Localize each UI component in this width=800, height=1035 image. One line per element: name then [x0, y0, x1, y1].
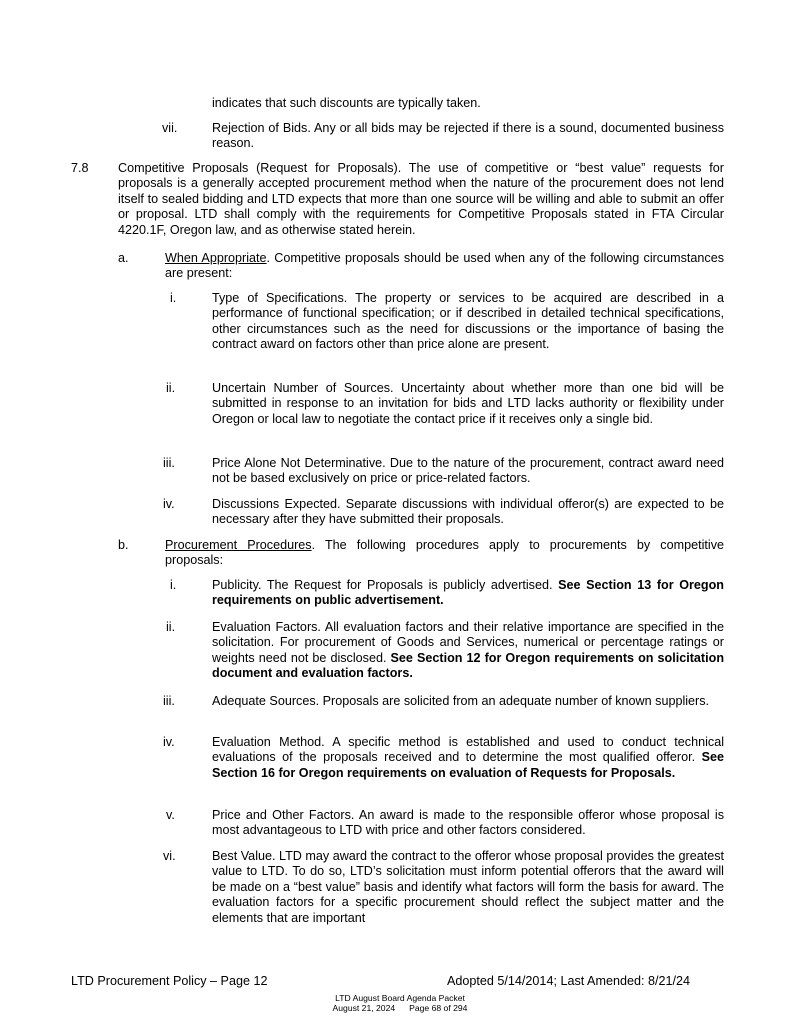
- list-item: [212, 291, 724, 353]
- paragraph-text: Best Value. LTD may award the contract to the offeror whose proposal provides the greatest value to LTD. To do so, LTD’s solicitation must inform potential offerors that the award will be made on a “best value” basis and identify what factors will form the basis for award. The evaluation factors for a specific procurement should reflect the subject matter and the elements that are important: [212, 849, 724, 925]
- item-number: ii.: [166, 620, 176, 634]
- paragraph-text: Competitive Proposals (Request for Proposals). The use of competitive or “best value” requests for proposals is a generally accepted procurement method when the nature of the procurement does not lend itself to sealed bidding and LTD expects that more than one source will be willing and able to submit an offer or proposal. LTD shall comply with the requirements for Competitive Proposals stated in FTA Circular 4220.1F, Oregon law, and as otherwise stated herein.: [118, 161, 724, 237]
- list-item: [212, 456, 724, 487]
- subsection-letter: a.: [118, 251, 129, 265]
- subsection-paragraph: [165, 538, 724, 569]
- subsection-paragraph: [165, 251, 724, 282]
- paragraph-text: Publicity. The Request for Proposals is publicly advertised.: [212, 578, 559, 592]
- section-paragraph: [118, 161, 724, 238]
- footer-packet-page: Page 68 of 294: [409, 1003, 468, 1013]
- paragraph-text: Price Alone Not Determinative. Due to the nature of the procurement, contract award need not be based exclusively on price or price-related factors.: [212, 456, 724, 486]
- item-number: iv.: [163, 735, 175, 749]
- paragraph-text: Discussions Expected. Separate discussions with individual offeror(s) are expected to be necessary after they have submitted their proposals.: [212, 497, 724, 527]
- list-item: [212, 808, 724, 839]
- item-number: ii.: [166, 381, 176, 395]
- subsection-heading: When Appropriate: [165, 251, 267, 265]
- paragraph-text: . Competitive proposals should be used when any of the following circumstances are present:: [165, 251, 725, 281]
- paragraph-text: Type of Specifications. The property or services to be acquired are described in a performance of functional specification; or if described in detailed technical specifications, other circumstances such as the need for discussions or the importance of basing the contract award on factors other than price alone are present.: [212, 291, 724, 352]
- list-item: [212, 735, 724, 781]
- list-item: [212, 121, 724, 152]
- paragraph-text: indicates that such discounts are typically taken.: [212, 96, 481, 110]
- paragraph-text: Evaluation Method. A specific method is established and used to conduct technical evaluations of the proposals received and to determine the most qualified offeror.: [212, 735, 724, 765]
- paragraph-text: Rejection of Bids. Any or all bids may be rejected if there is a sound, documented business reason.: [212, 121, 724, 151]
- list-item: [212, 381, 724, 427]
- footer-adopted-date: Adopted 5/14/2014; Last Amended: 8/21/24: [447, 974, 690, 988]
- footer-packet-date: August 21, 2024: [332, 1003, 396, 1013]
- footer-page-label: LTD Procurement Policy – Page 12: [71, 974, 268, 988]
- paragraph-text: Adequate Sources. Proposals are solicited from an adequate number of known suppliers.: [212, 694, 710, 708]
- list-item: [212, 694, 724, 709]
- item-number: iii.: [163, 694, 175, 708]
- item-number: v.: [166, 808, 175, 822]
- bold-reference: See Section 13 for Oregon requirements on public advertisement.: [212, 578, 724, 608]
- item-number: i.: [170, 578, 177, 592]
- list-item: [212, 620, 724, 682]
- subsection-heading: Procurement Procedures: [165, 538, 312, 552]
- item-number: i.: [170, 291, 177, 305]
- item-number: iii.: [163, 456, 175, 470]
- paragraph-text: Uncertain Number of Sources. Uncertainty about whether more than one bid will be submitted in response to an invitation for bids and LTD lacks authority or flexibility under Oregon or local law to negotiate the contact price if it receives only a single bid.: [212, 381, 724, 426]
- item-number: vii.: [162, 121, 178, 135]
- subsection-letter: b.: [118, 538, 129, 552]
- continued-text: [212, 96, 724, 111]
- paragraph-text: . The following procedures apply to procurements by competitive proposals:: [165, 538, 725, 568]
- paragraph-text: Evaluation Factors. All evaluation factors and their relative importance are specified in the solicitation. For procurement of Goods and Services, numerical or percentage ratings or weights need not be disclosed.: [212, 620, 724, 665]
- paragraph-text: Price and Other Factors. An award is made to the responsible offeror whose proposal is most advantageous to LTD with price and other factors considered.: [212, 808, 724, 838]
- list-item: [212, 578, 724, 609]
- section-number: 7.8: [71, 161, 89, 175]
- bold-reference: See Section 16 for Oregon requirements on evaluation of Requests for Proposals.: [212, 750, 724, 780]
- bold-reference: See Section 12 for Oregon requirements on solicitation document and evaluation factors.: [212, 650, 725, 681]
- item-number: vi.: [163, 849, 176, 863]
- list-item: [212, 497, 724, 528]
- item-number: iv.: [163, 497, 175, 511]
- list-item: [212, 849, 724, 926]
- footer-packet-info: [0, 1003, 800, 1013]
- footer-packet-title: LTD August Board Agenda Packet: [335, 993, 465, 1003]
